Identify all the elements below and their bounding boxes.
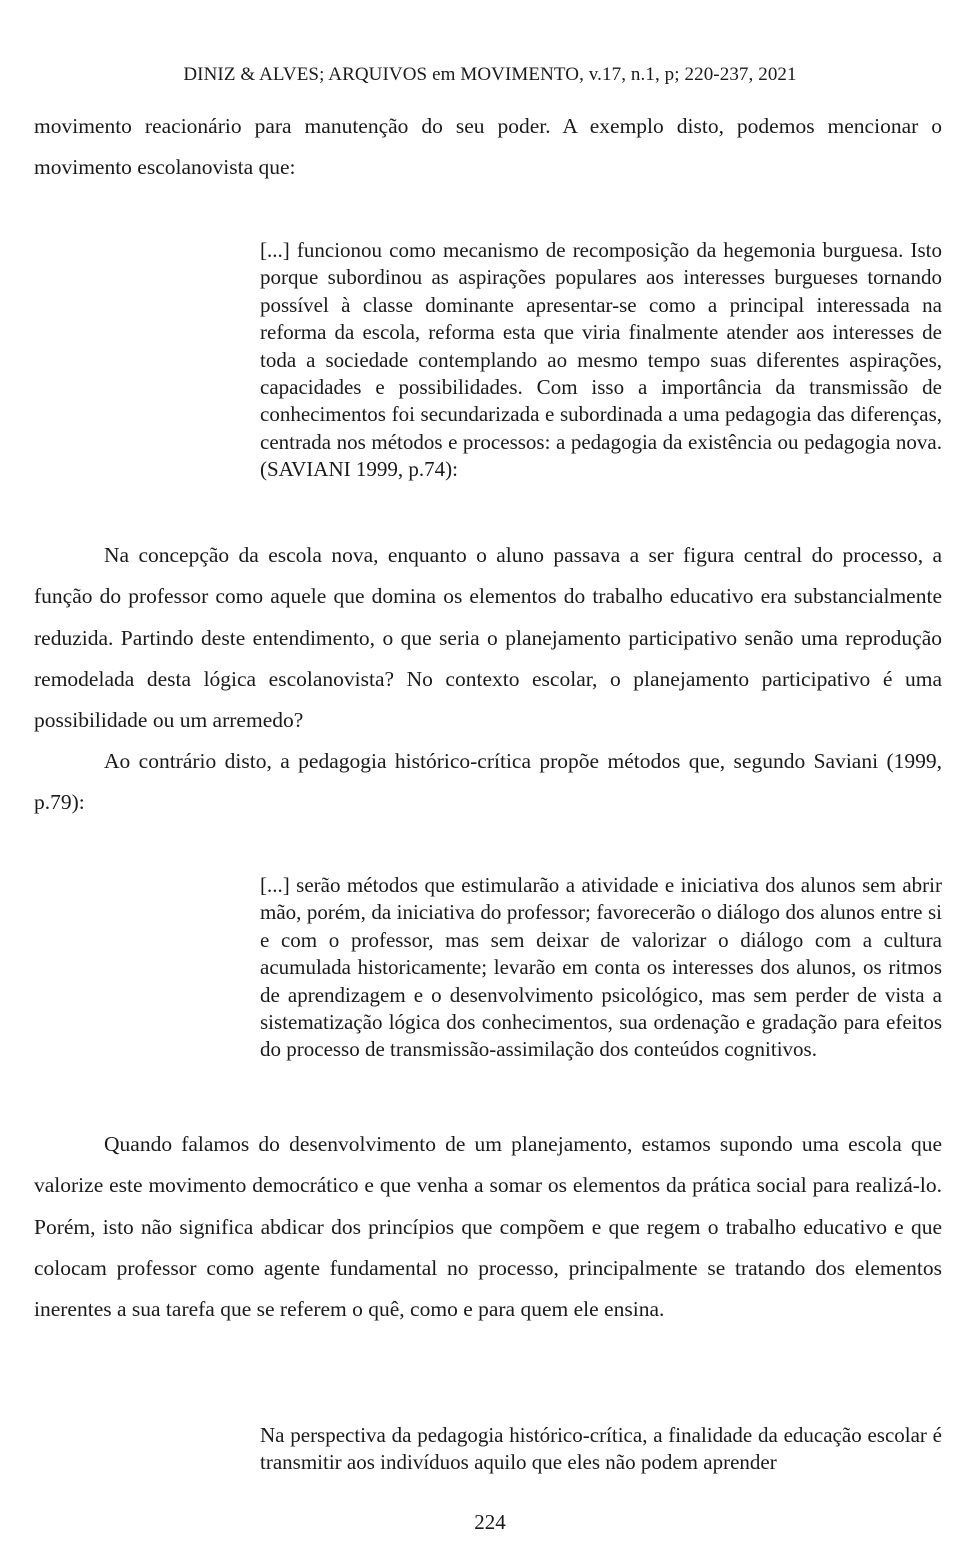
block-quote-saviani-74: [...] funcionou como mecanismo de recomposição da hegemonia burguesa. Isto porque subordinou as aspirações populares aos interesses burgueses tornando possível à classe dominante apresentar-se como a principal interessada na reforma da escola, reforma esta que viria finalmente atender aos interesses de toda a sociedade contemplando ao mesmo tempo suas diferentes aspirações, capacidades e possibilidades. Com isso a importância da transmissão de conhecimentos foi secundarizada e subordinada a uma pedagogia das diferenças, centrada nos métodos e processos: a pedagogia da existência ou pedagogia nova. (SAVIANI 1999, p.74):	[260, 238, 942, 482]
paragraph-escola-nova: Na concepção da escola nova, enquanto o aluno passava a ser figura central do processo, a função do professor como aquele que domina os elementos do trabalho educativo era substancialmente reduzida. Partindo deste entendimento, o que seria o planejamento participativo senão uma reprodução remodelada desta lógica escolanovista? No contexto escolar, o planejamento participativo é uma possibilidade ou um arremedo?	[34, 543, 942, 733]
paragraph-intro: movimento reacionário para manutenção do seu poder. A exemplo disto, podemos mencionar o movimento escolanovista que:	[34, 114, 942, 180]
paragraph-pedagogia-historico-critica: Ao contrário disto, a pedagogia histórico-crítica propõe métodos que, segundo Saviani (1999, p.79):	[34, 749, 942, 815]
page-number: 224	[474, 1510, 506, 1534]
block-quote-saviani-79: [...] serão métodos que estimularão a atividade e iniciativa dos alunos sem abrir mão, porém, da iniciativa do professor; favorecerão o diálogo dos alunos entre si e com o professor, mas sem deixar de valorizar o diálogo com a cultura acumulada historicamente; levarão em conta os interesses dos alunos, os ritmos de aprendizagem e o desenvolvimento psicológico, mas sem perder de vista a sistematização lógica dos conhecimentos, sua ordenação e gradação para efeitos do processo de transmissão-assimilação dos conteúdos cognitivos.	[260, 873, 942, 1062]
paragraph-planejamento: Quando falamos do desenvolvimento de um planejamento, estamos supondo uma escola que valorize este movimento democrático e que venha a somar os elementos da prática social para realizá-lo. Porém, isto não significa abdicar dos princípios que compõem e que regem o trabalho educativo e que colocam professor como agente fundamental no processo, principalmente se tratando dos elementos inerentes a sua tarefa que se referem o quê, como e para quem ele ensina.	[34, 1132, 942, 1322]
block-quote-finalidade: Na perspectiva da pedagogia histórico-crítica, a finalidade da educação escolar é transmitir aos indivíduos aquilo que eles não podem aprender	[260, 1423, 942, 1475]
running-header: DINIZ & ALVES; ARQUIVOS em MOVIMENTO, v.17, n.1, p; 220-237, 2021	[183, 64, 797, 85]
